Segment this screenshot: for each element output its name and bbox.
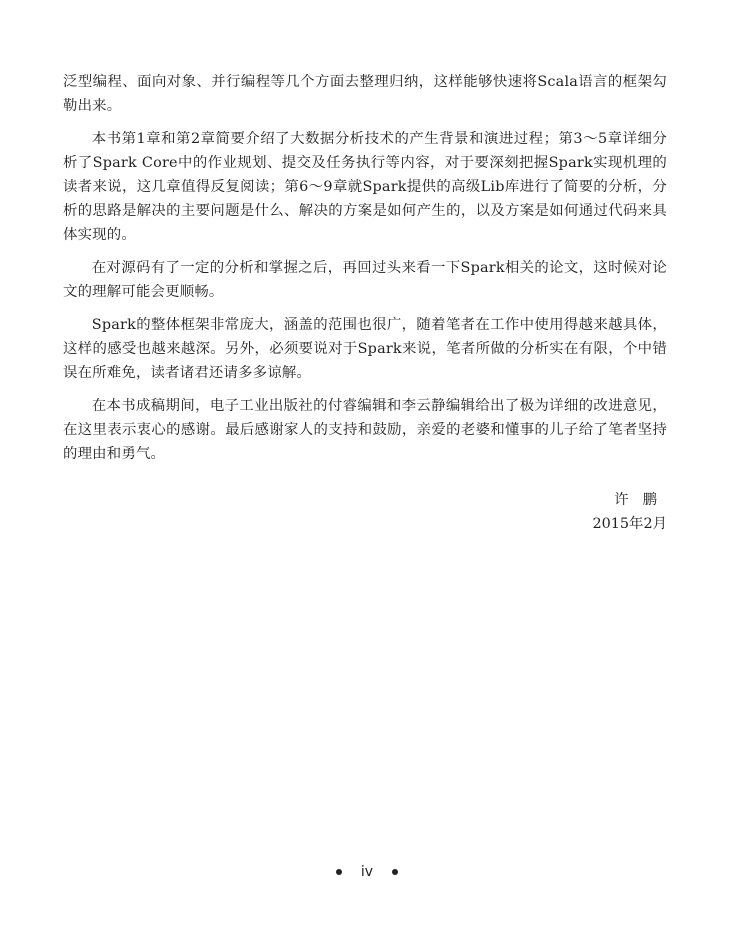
paragraph-framework-scope: Spark的整体框架非常庞大，涵盖的范围也很广，随着笔者在工作中使用得越来越具体，这样的感受也越来越深。另外，必须要说对于Spark来说，笔者所做的分析实在有限，个中错误在所难免，读者诸君还请多多谅解。 bbox=[63, 317, 667, 381]
author-signature bbox=[63, 488, 671, 536]
bullet-dot-right bbox=[392, 869, 398, 875]
paragraph-continuation: 泛型编程、面向对象、并行编程等几个方面去整理归纳，这样能够快速将Scala语言的框架勾勒出来。 bbox=[63, 74, 667, 114]
preface-body bbox=[63, 70, 671, 536]
page-number: iv bbox=[360, 864, 374, 880]
bullet-dot-left bbox=[336, 869, 342, 875]
signature-date: 2015年2月 bbox=[592, 516, 667, 532]
paragraph-source-and-papers: 在对源码有了一定的分析和掌握之后，再回过头来看一下Spark相关的论文，这时候对论文的理解可能会更顺畅。 bbox=[63, 260, 667, 300]
author-name: 许鹏 bbox=[614, 492, 671, 508]
paragraph-chapter-overview: 本书第1章和第2章简要介绍了大数据分析技术的产生背景和演进过程；第3～5章详细分析了Spark Core中的作业规划、提交及任务执行等内容，对于要深刻把握Spark实现机理的读者来说，这几章值得反复阅读；第6～9章就Spark提供的高级Lib库进行了简要的分析，分析的思路是解决的主要问题是什么、解决的方案是如何产生的，以及方案是如何通过代码来具体实现的。 bbox=[63, 131, 667, 243]
page-footer bbox=[0, 864, 734, 880]
paragraph-acknowledgements: 在本书成稿期间，电子工业出版社的付睿编辑和李云静编辑给出了极为详细的改进意见，在这里表示衷心的感谢。最后感谢家人的支持和鼓励，亲爱的老婆和懂事的儿子给了笔者坚持的理由和勇气。 bbox=[63, 398, 667, 462]
